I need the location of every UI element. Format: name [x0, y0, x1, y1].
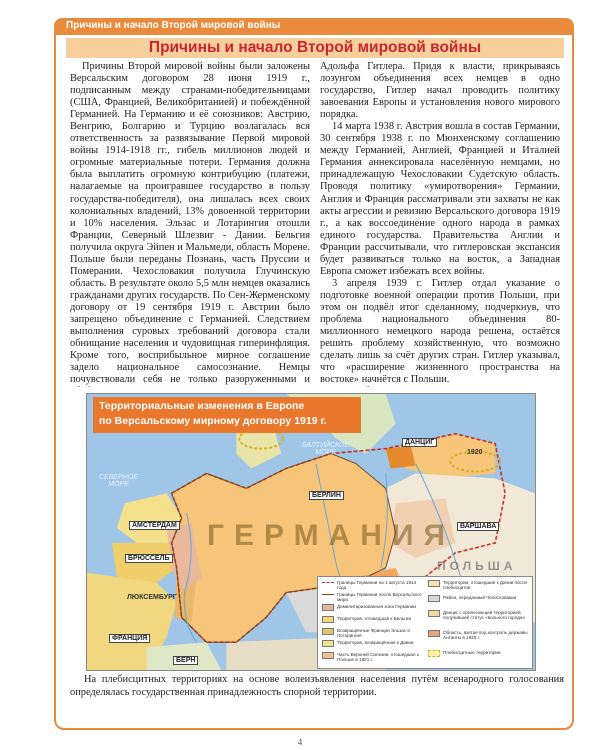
map-title	[93, 397, 361, 433]
legend-swatch	[428, 595, 440, 602]
legend-item	[428, 630, 528, 640]
historical-map	[86, 393, 536, 671]
right-column	[320, 61, 560, 387]
legend-swatch	[428, 650, 440, 657]
map-label-poland: ПОЛЬША	[437, 559, 517, 573]
legend-text: Территория, возвращённая к Дании	[337, 640, 414, 645]
map-title-line2: по Версальскому мирному договору 1919 г.	[99, 415, 327, 427]
legend-text: Территории, отошедшие к Дании после плебисцитов	[443, 580, 528, 591]
legend-item	[322, 616, 422, 623]
legend-text: Границы Германии на 1 августа 1914 года	[337, 580, 417, 591]
map-label-warsaw: ВАРШАВА	[457, 522, 499, 531]
map-title-line1: Территориальные изменения в Европе	[99, 400, 305, 412]
legend-text: Возвращённые Франции Эльзас и Лотарингия	[337, 628, 410, 639]
legend-text: Границы Германии после Версальского мира	[337, 592, 422, 603]
left-column	[70, 61, 310, 387]
legend-swatch	[322, 640, 334, 647]
map-label-north-sea: СЕВЕРНОЕ МОРЕ	[99, 474, 138, 488]
legend-item	[428, 595, 528, 602]
section-header-label: Причины и начало Второй мировой войны	[66, 20, 281, 31]
legend-swatch	[322, 652, 334, 659]
legend-item	[322, 652, 422, 662]
map-label-germany: ГЕРМАНИЯ	[207, 519, 456, 552]
legend-swatch	[428, 610, 440, 617]
map-label-brussels: БРЮССЕЛЬ	[125, 554, 173, 563]
legend-item	[322, 604, 422, 611]
map-label-danzig: ДАНЦИГ	[402, 438, 437, 447]
legend-item	[428, 580, 528, 590]
paragraph: Адольфа Гитлера. Придя к власти, прикрываясь лозунгом объединения всех немцев в одно государство, Гитлер начал проводить политику завоевания Европы и установления нового мирового порядка.	[320, 61, 560, 121]
legend-swatch	[428, 580, 440, 587]
paragraph: 14 марта 1938 г. Австрия вошла в состав Германии, 30 сентября 1938 г. по Мюнхенскому соглашению между Германией, Англией, Францией и Италией Германия аннексировала населённую немцами, но принадлежащую Чехословакии Судетскую область. Проводя политику «умиротворения» Германии, Англия и Франция рассматривали эти захваты не как акты агрессии и ревизию Версальского договора 1919 г., а как воссоединение одного народа в рамках единого государства. Правительства Англии и Франции рассчитывали, что гитлеровская экспансия будет развиваться только на восток, а Западная Европа сможет избежать всех войны.	[320, 121, 560, 277]
paragraph	[320, 386, 560, 387]
legend-swatch	[322, 582, 334, 586]
map-label-luxembourg: ЛЮКСЕМБУРГ	[127, 594, 177, 601]
title-band	[66, 38, 564, 58]
page-title: Причины и начало Второй мировой войны	[148, 39, 482, 56]
legend-swatch	[322, 604, 334, 611]
paragraph: 3 апреля 1939 г. Гитлер отдал указание о подготовке военной операции против Польши, при этом он подвёл итог сделанному, подчеркнув, что проблема национального объединения 80-миллионного немецкого народа решена, остаётся решить проблему хозяйственную, что возможно сделать лишь за счёт других стран. Гитлер указывал, что «расширение жизненного пространства на востоке» начнётся с Польши.	[320, 277, 560, 386]
map-label-year-1920: 1920	[467, 449, 483, 456]
legend-text: Область, взятая под контроль державы Антанты в 1920 г.	[443, 630, 528, 641]
legend-item	[428, 610, 528, 620]
legend-swatch	[322, 616, 334, 623]
map-caption: На плебисцитных территориях на основе волеизъявления населения путём всенародного голосования определялась государственная принадлежность спорной территории.	[70, 674, 564, 698]
map-legend	[317, 576, 533, 669]
map-label-amsterdam: АМСТЕРДАМ	[129, 521, 180, 530]
page-number: 4	[297, 737, 303, 747]
map-label-france: ФРАНЦИЯ	[109, 634, 150, 643]
legend-swatch	[428, 630, 440, 637]
legend-text: Часть Верхней Силезии, отошедшая к Польше в 1921 г.	[337, 652, 419, 663]
legend-item	[322, 628, 422, 638]
legend-text: Плебисцитные территории	[443, 650, 501, 655]
legend-text: Данциг с прилегающей территорией, получившей статус «вольного города»	[443, 610, 526, 621]
legend-item	[322, 580, 422, 590]
legend-text: Район, переданный Чехословакии	[443, 595, 517, 600]
legend-swatch	[322, 594, 334, 598]
legend-item	[322, 592, 422, 602]
land-danzig	[386, 446, 416, 469]
legend-text: Территория, отошедшая к Бельгии	[337, 616, 412, 621]
paragraph: Причины Второй мировой войны были заложены Версальским договором 28 июня 1919 г., подписанным между странами-победительницами (США, Францией, Великобританией) и побеждённой Германией. На Германию и её союзников: Австрию, Венгрию, Болгарию и Турцию возлагалась вся ответственность за развязывание Первой мировой войны 1914-1918 гг., гибель миллионов людей и огромные материальные потери. Германия должна была выплатить огромную контрибуцию (платежи, налагаемые на проигравшее государство в пользу государства-победителя), она лишалась всех своих колониальных владений, 13% довоенной территории и 10% населения. Эльзас и Лотарингия отошли Франции, Северный Шлезвиг - Дании. Бельгия получила округа Эйпен и Мальмеди, область Морене. Польше были переданы Познань, часть Пруссии и Померании. Чехословакия получила Глучинскую область. В результате около 5,5 млн немцев оказались гражданами других государств. По Сен-Жерменскому договору от 19 сентября 1919 г. Австрии было запрещено объединение с Германией. Следствием выполнения суровых требований договора стали обнищание населения и чудовищная гиперинфляция. Кроме того, восприбыльное мирное соглашение задело национальное самосознание. Немцы почувствовали себя не только разоруженными и	[70, 61, 310, 386]
map-label-bern: БЕРН	[173, 656, 198, 665]
section-header	[54, 18, 574, 35]
legend-item	[322, 640, 422, 647]
legend-swatch	[322, 628, 334, 635]
map-label-baltic-sea: БАЛТИЙСКОЕ МОРЕ	[302, 442, 350, 456]
legend-item	[428, 650, 528, 657]
map-label-berlin: БЕРЛИН	[309, 491, 344, 500]
legend-text: Демилитаризованная зона Германии	[337, 604, 416, 609]
